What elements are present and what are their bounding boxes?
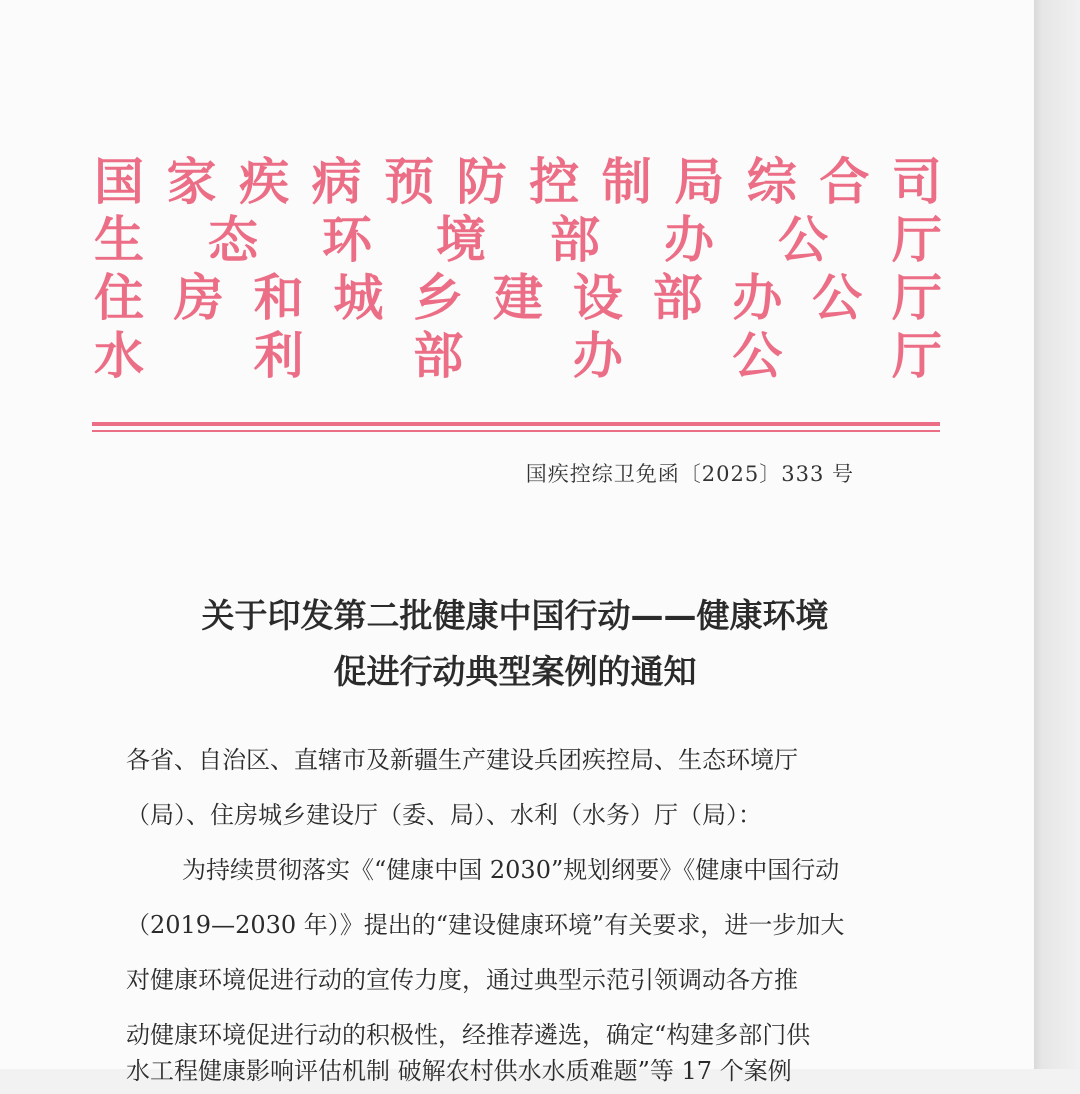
body-line: 为持续贯彻落实《“健康中国 2030”规划纲要》《健康中国行动: [182, 856, 840, 884]
red-rule-thin: [92, 430, 940, 432]
issuer-line-1: 国 家 疾 病 预 防 控 制 局 综 合 司: [94, 152, 942, 211]
issuer-header: [94, 150, 942, 385]
red-rule-thick: [92, 422, 940, 426]
body-line: （局）、住房城乡建设厅（委、局）、水利（水务）厅（局）：: [126, 801, 762, 829]
document-number: 国疾控综卫免函〔2025〕333 号: [525, 462, 854, 486]
body-line-cut-off: 水工程健康影响评估机制 破解农村供水水质难题”等 17 个案例: [126, 1057, 792, 1085]
page-edge-shadow: [1034, 0, 1080, 1069]
body-line: 对健康环境促进行动的宣传力度，通过典型示范引领调动各方推: [126, 966, 798, 994]
body-line: 动健康环境促进行动的积极性，经推荐遴选，确定“构建多部门供: [126, 1021, 811, 1049]
issuer-line-3: 住 房 和 城 乡 建 设 部 办 公 厅: [94, 268, 942, 327]
issuer-line-2: 生 态 环 境 部 办 公 厅: [94, 210, 942, 269]
title-line-2: 促进行动典型案例的通知: [333, 652, 697, 691]
issuer-line-4: 水 利 部 办 公 厅: [94, 326, 942, 385]
body-line: 各省、自治区、直辖市及新疆生产建设兵团疾控局、生态环境厅: [126, 746, 798, 774]
body-line: （2019—2030 年）》提出的“建设健康环境”有关要求，进一步加大: [126, 911, 845, 939]
title-line-1: 关于印发第二批健康中国行动——健康环境: [201, 596, 829, 635]
document-title: [100, 588, 930, 700]
